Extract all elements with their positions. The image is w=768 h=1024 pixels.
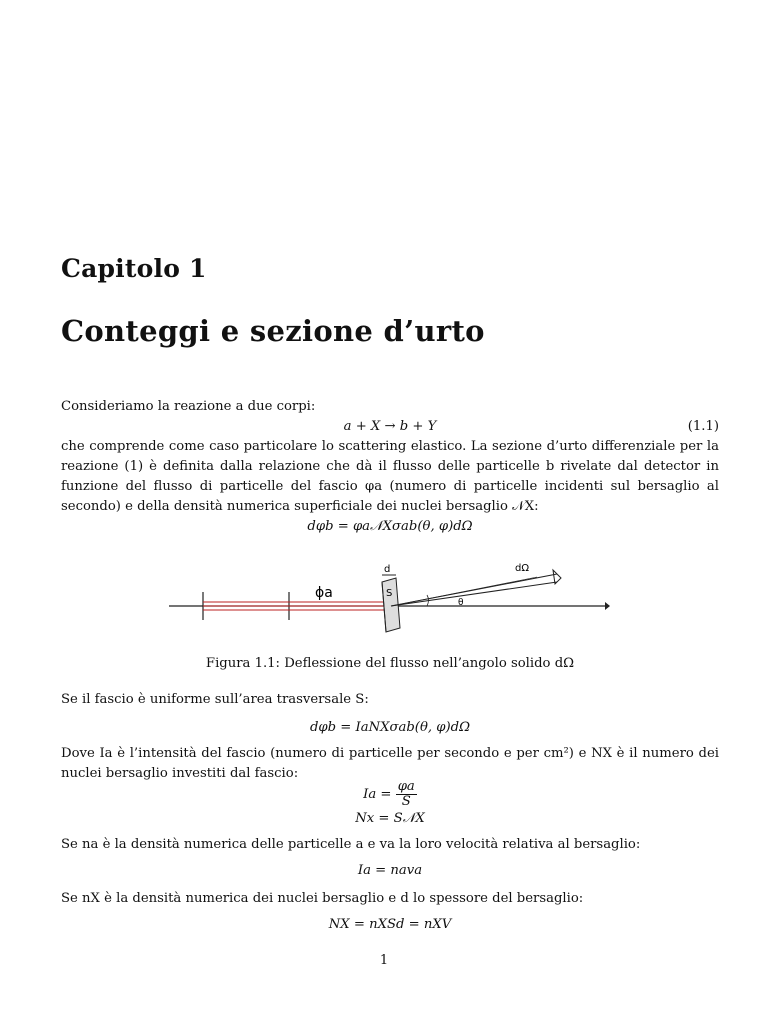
label-theta: θ [458,598,464,608]
paragraph-intensity: Dove Ia è l’intensità del fascio (numero di particelle per secondo e per cm²) e NX è il numero dei nuclei bersaglio investiti dal fascio: [61,746,719,781]
equation-nx: Nx = S𝒩X [355,811,425,826]
label-d-omega: dΩ [515,563,529,574]
page-number: 1 [379,953,389,968]
intro-paragraph: Consideriamo la reazione a due corpi: [61,399,316,414]
equation-intensity [61,780,719,809]
equation-intensity-denominator: S [401,794,411,809]
axis-arrowhead [605,602,610,610]
equation-reaction [61,417,719,437]
paragraph-cross-section: che comprende come caso particolare lo scattering elastico. La sezione d’urto differenziale per la reazione (1) è definita dalla relazione che dà il flusso delle particelle b rivelate dal detector in funzione del flusso di particelle del fascio φa (numero di particelle incidenti sul bersaglio al secondo) e della densità numerica superficiale dei nuclei bersaglio 𝒩X: [61,439,719,514]
figure-caption: Figura 1.1: Deflessione del flusso nell’angolo solido dΩ [205,656,575,671]
equation-number: (1.1) [687,419,719,434]
equation-intensity-fraction [396,780,417,809]
paragraph-density: Se nX è la densità numerica dei nuclei bersaglio e d lo spessore del bersaglio: [61,891,584,906]
chapter-title: Conteggi e sezione d’urto [61,314,485,348]
equation-intensity-numerator: φa [397,779,415,794]
paragraph-uniform-beam: Se il fascio è uniforme sull’area trasversale S: [61,692,369,707]
paragraph-velocity: Se na è la densità numerica delle particelle a e va la loro velocità relativa al bersaglio: [61,837,641,852]
equation-velocity: Ia = nava [357,863,423,878]
label-phi-a: ϕa [315,585,333,601]
equation-flux-1: dφb = φa𝒩Xσab(θ, φ)dΩ [307,519,473,534]
scattering-figure [165,558,610,638]
solid-angle-cap [553,570,561,584]
cone-lower-edge [391,582,557,606]
equation-reaction-body: a + X → b + Y [343,419,437,434]
label-s: S [386,588,393,599]
equation-flux-2: dφb = IaNXσab(θ, φ)dΩ [309,720,471,735]
label-d: d [384,564,391,575]
chapter-label: Capitolo 1 [61,254,207,283]
equation-density: NX = nXSd = nXV [328,917,452,932]
equation-intensity-lhs: Ia = [363,787,392,802]
cone-axis [391,577,537,606]
